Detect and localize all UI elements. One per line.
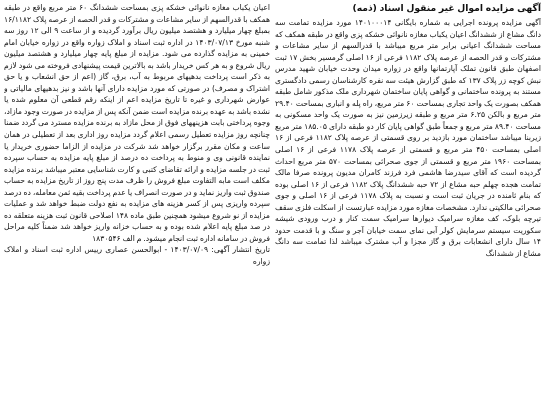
notice-body-right: آگهی مزایده پرونده اجرایی به شماره بایگانی ۱۴۰۱۰۰۰۱۴ مورد مزایده تمامت سه دانگ مشاع از ششدانگ اعیان یکباب مغازه نانوائی خشکه پزی واقع در طبقه همکف که مساحت ششدانگ اعیانی برابر متر مربع میباشد با قدرالسهم از سایر مشاعات و مشترکات و قدر الحصه از عرصه پلاک ۱۱۸۲ فرعی از ۱۶ اصلی گرمسیر بخش ۱۷ ثبت اصفهان طبق قانون تملک آپارتمانها واقع در زواره میدان وحدت خیابان شهید مدرس نبش کوچه زر پلاک ۱۳۷ که طبق گزارش هیئت سه نفره کارشناسان رسمی دادگستری مستند به پرونده ساختمانی و گواهی پایان ساختمان شهرداری ملک مذکور شامل طبقه همکف بصورت یک واحد تجاری بمساحت ۶۰ متر مربع، راه پله و انباری بمساحت ۲۹.۴۰ متر مربع و بالکن ۶.۲۵ متر مربع و طبقه زیرزمین نیز به صورت یک واحد مسکونی به مساحت ۸۹.۴۰ متر مربع و جمعاً طبق گواهی پایان کار دو طبقه دارای ۱۸۵.۰۵ متر مربع زیربنا میباشد ساختمان مورد بازدید بر روی قسمتی از عرصه پلاک ۱۱۸۲ فرعی از ۱۶ اصلی بمساحت ۴۵۰ متر مربع و قسمتی از عرصه پلاک ۱۱۷۸ فرعی از ۱۶ اصلی بمساحت ۱۹۶۰ متر مربع و قسمتی از جوی صحرائی بمساحت ۵۷۰ متر مربع احداث گردیده است که آقای سیدرضا هاشمی فرد فرزند کامران مدیون پرونده صرفا مالک تمامت هجده چهلم حبه مشاع از ۷۲ حبه ششدانگ پلاک ۱۱۸۲ فرعی از ۱۶ اصلی بوده که بنام ثامنده در جریان ثبت است و نسبت به پلاک ۱۱۷۸ فرعی از ۱۶ اصلی و جوی صحرائی مالکیتی ندارد. مشخصات مغازه مورد مزایده عبارتست از اسکلت فلزی سقف تیرچه بلوک، کف مغازه سرامیک دیوارها سرامیک سمت کنار و درب ورودی شیشه سکوریت سیستم سرمایش کولر آبی نمای سمت خیابان آجر و سنگ و با قدمت حدود ۱۴ سال دارای انشعابات برق و گاز مجزا و آب مشترک میباشد لذا تمامت سه دانگ مشاع از ششدانگ (275, 18, 541, 258)
notice-publish-date: تاریخ انتشار آگهی: ۱۴۰۳/۰۷/۰۹ - ابوالحسن عصاری رییس اداره ثبت اسناد و املاک زواره (4, 245, 270, 267)
auction-notice (4, 2, 541, 414)
notice-column-left (4, 2, 270, 414)
notice-title: آگهی مزایده اموال غیر منقول اسناد (ذمه) (352, 3, 541, 14)
notice-column-right (275, 2, 541, 414)
notice-body-left: اعیان یکباب مغازه نانوائی خشکه پزی بمساحت ششدانگ ۶۰ متر مربع واقع در طبقه همکف با قدرالسهم از سایر مشاعات و مشترکات و قدر الحصه از عرصه پلاک ۱۶/۱۱۸۲ بمبلغ چهار میلیارد و هشتصد میلیون ریال برآورد گردیده و از ساعت ۹ الی ۱۲ روز سه شنبه مورخ ۱۴۰۳/۰۷/۱۳ در اداره ثبت اسناد و املاک زواره واقع در زواره خیابان امام خمینی به مزایده گذارده می شود. مزایده از مبلغ پایه چهار میلیارد و هشتصد میلیون ریال شروع و به هر کس خریدار باشد به بالاترین قیمت پیشنهادی فروخته می شود لازم به ذکر است پرداخت بدهیهای مربوط به آب، برق، گاز (اعم از حق انشعاب و یا حق اشتراک و مصرف) در صورتی که مورد مزایده دارای آنها باشد و نیز بدهیهای مالیاتی و عوارض شهرداری و غیره تا تاریخ مزایده اعم از اینکه رقم قطعی آن معلوم شده یا نشده باشد به عهده برنده مزایده است ضمن آنکه پس از مزایده در صورت وجود مازاد، وجوه پرداختی بابت هزینههای فوق از محل مازاد به برنده مزایده مسترد می گردد ضمنا چنانچه روز مزایده تعطیل رسمی اعلام گردد مزایده روز اداری بعد از تعطیلی در همان ساعت و مکان مقرر برگزار خواهد شد شرکت در مزایده از الزاما حضوری خریدار یا نماینده قانونی وی و منوط به پرداخت ده درصد از مبلغ پایه مزایده به حساب سپرده ثبت در جلسه مزایده و ارائه تقاضای کتبی و کارت شناسایی معتبر میباشد برنده مزایده مکلف است مابه التفاوت مبلغ فروش را ظرف مدت پنج روز از تاریخ مزایده به حساب صندوق ثبت واریز نماید و در صورت انصراف یا عدم پرداخت بقیه ثمن معامله، ده درصد سپرده واریزی پس از کسر هزینه های مزایده به نفع دولت ضبط خواهد شد و عملیات مزایده از نو شروع میشود همچنین طبق ماده ۱۴۸ اصلاحی قانون ثبت هزینه متعلقه ده در صد مبلغ پایه اعلام شده بوده و به حساب خزانه واریز خواهد شد ضمناً کلیه مراحل فروش در سامانه اداره ثبت انجام میشود. م الف ۱۸۳۰۵۴۶ (4, 3, 270, 243)
